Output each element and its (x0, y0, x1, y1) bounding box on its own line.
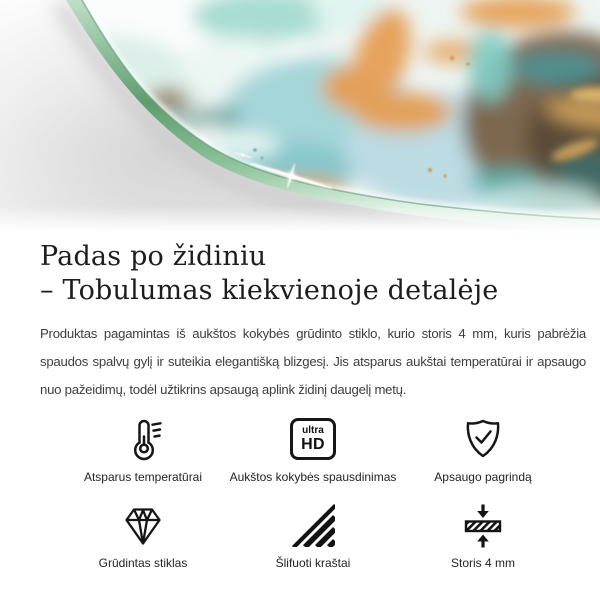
product-photo (0, 0, 600, 238)
hero-bottom-fade (0, 206, 600, 238)
ultra-hd-text-bottom: HD (301, 435, 325, 453)
ultra-hd-icon (290, 414, 336, 464)
diamond-icon (119, 500, 167, 550)
feature-protects-base (398, 414, 568, 484)
product-description: Produktas pagamintas iš aukštos kokybės grūdinto stiklo, kurio storis 4 mm, kuris pabrėžia spaudos spalvų gylį ir suteikia elegantišką blizgesį. Jis atsparus aukštai temperatūrai ir apsaugo nuo pažeidimų, todėl užtikrins apsaugą aplink židinį daugelį metų. (40, 326, 586, 397)
glass-pad-image (0, 0, 600, 238)
compress-arrows-icon (459, 500, 507, 550)
feature-print-quality (228, 414, 398, 484)
features-grid (58, 414, 568, 570)
title-line-2: – Tobulumas kiekvienoje detalėje (40, 275, 499, 306)
feature-label: Aukštos kokybės spausdinimas (229, 470, 397, 484)
feature-label: Storis 4 mm (450, 556, 515, 570)
thermometer-icon (119, 414, 167, 464)
shield-check-icon (459, 414, 507, 464)
feature-label: Apsaugo pagrindą (434, 470, 532, 484)
feature-label: Grūdintas stiklas (98, 556, 188, 570)
feature-tempered-glass (58, 500, 228, 570)
hatched-slope-icon (289, 500, 337, 550)
product-description-section (0, 240, 600, 570)
feature-label: Šlifuoti kraštai (275, 556, 351, 570)
feature-thickness (398, 500, 568, 570)
page-title (40, 240, 586, 308)
ultra-hd-text-top: ultra (302, 424, 324, 436)
feature-polished-edges (228, 500, 398, 570)
feature-label: Atsparus temperatūrai (83, 470, 203, 484)
feature-heat-resistant (58, 414, 228, 484)
title-line-1: Padas po židiniu (40, 241, 267, 272)
